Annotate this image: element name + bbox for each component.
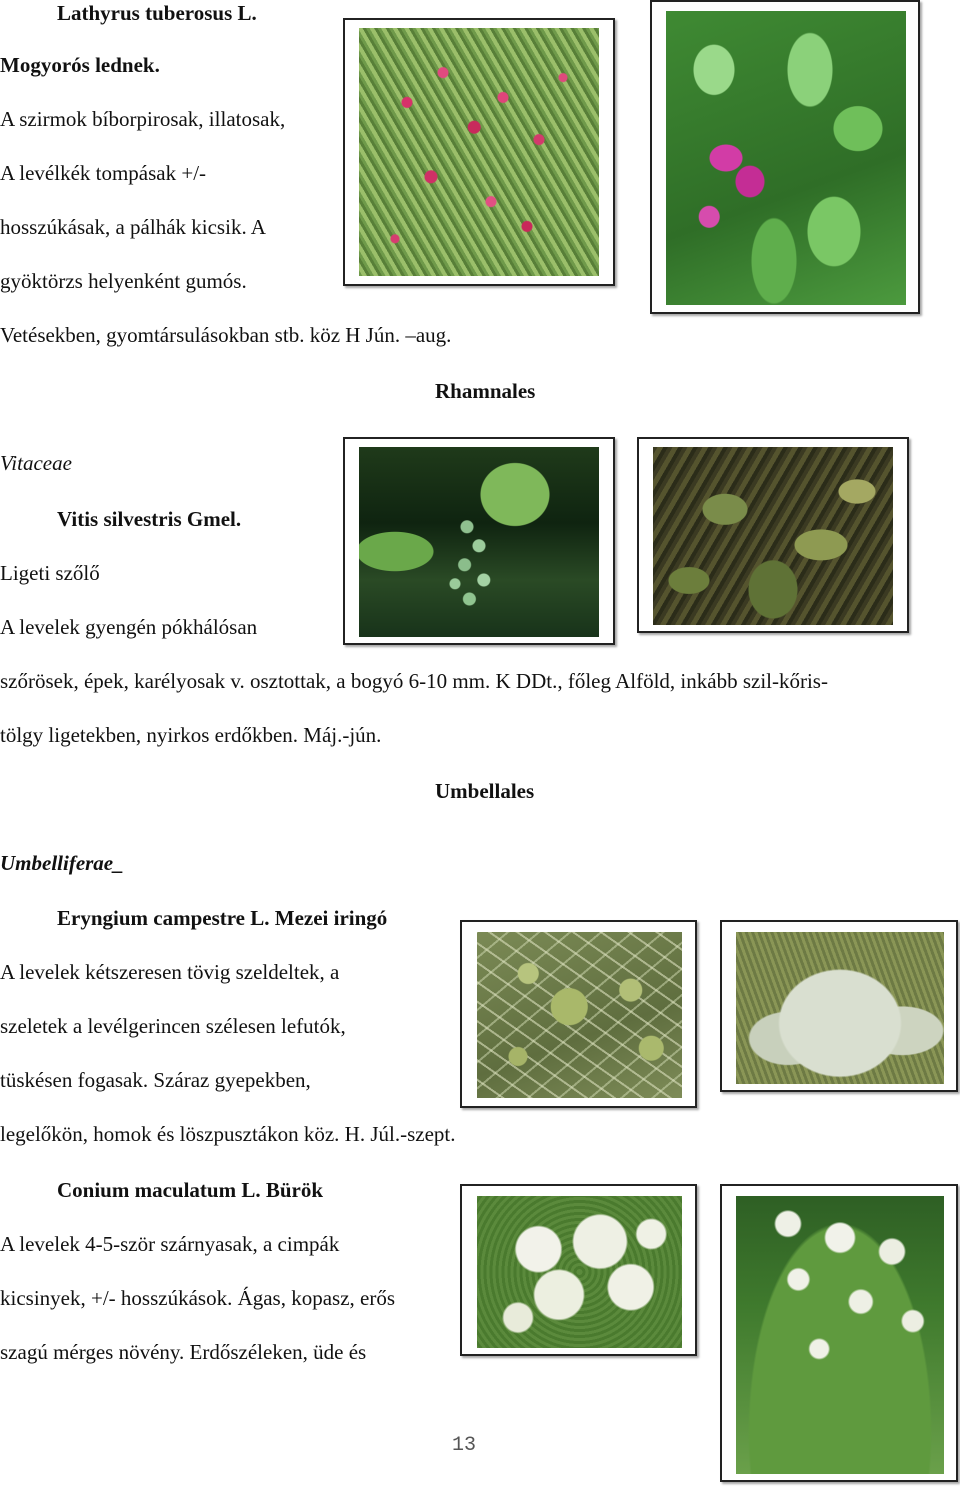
species-name-lathyrus: Lathyrus tuberosus L.: [57, 1, 257, 25]
lathyrus-photo-2: [650, 0, 920, 314]
species-name-vitis: Vitis silvestris Gmel.: [57, 507, 242, 531]
conium-plant-image: [736, 1196, 944, 1474]
description-line: szeletek a levélgerincen szélesen lefutók,: [0, 1014, 346, 1038]
eryngium-plant-image: [736, 932, 944, 1084]
description-line: szőrösek, épek, karélyosak v. osztottak, a bogyó 6-10 mm. K DDt., főleg Alföld, inkább szil-kőris-: [0, 669, 828, 693]
eryngium-photo-1: [460, 920, 697, 1108]
description-line: A levelek 4-5-ször szárnyasak, a cimpák: [0, 1232, 340, 1256]
lathyrus-photo-1: [343, 18, 615, 286]
common-name-lathyrus: Mogyorós lednek.: [0, 53, 160, 77]
vitis-photo-1: [343, 437, 615, 645]
conium-umbels-image: [477, 1196, 682, 1348]
description-line: gyöktörzs helyenként gumós.: [0, 269, 247, 293]
common-name-vitis: Ligeti szőlő: [0, 561, 100, 585]
lathyrus-flowers-image: [359, 28, 599, 276]
description-line: A levelek kétszeresen tövig szeldeltek, a: [0, 960, 340, 984]
family-heading-vitaceae: Vitaceae: [0, 451, 72, 475]
eryngium-photo-2: [720, 920, 958, 1092]
description-line: tüskésen fogasak. Száraz gyepekben,: [0, 1068, 311, 1092]
order-heading-umbellales: Umbellales: [435, 779, 535, 803]
description-line: hosszúkásak, a pálhák kicsik. A: [0, 215, 266, 239]
lathyrus-closeup-image: [666, 11, 906, 305]
family-heading-umbelliferae: Umbelliferae_: [0, 851, 124, 875]
vitis-grapes-image: [359, 447, 599, 637]
species-name-eryngium: Eryngium campestre L. Mezei iringó: [57, 906, 388, 930]
description-line: szagú mérges növény. Erdőszéleken, üde és: [0, 1340, 367, 1364]
order-heading-rhamnales: Rhamnales: [435, 379, 536, 403]
description-line: A levelek gyengén pókhálósan: [0, 615, 258, 639]
vitis-vine-image: [653, 447, 893, 625]
page-number: 13: [452, 1434, 477, 1457]
description-line: tölgy ligetekben, nyirkos erdőkben. Máj.-jún.: [0, 723, 382, 747]
conium-photo-2: [720, 1184, 958, 1482]
description-line: A levélkék tompásak +/-: [0, 161, 207, 185]
species-name-conium: Conium maculatum L. Bürök: [57, 1178, 324, 1202]
eryngium-closeup-image: [477, 932, 682, 1098]
description-line: legelőkön, homok és löszpusztákon köz. H. Júl.-szept.: [0, 1122, 456, 1146]
vitis-photo-2: [637, 437, 909, 633]
description-line: Vetésekben, gyomtársulásokban stb. köz H Jún. –aug.: [0, 323, 452, 347]
description-line: kicsinyek, +/- hosszúkások. Ágas, kopasz, erős: [0, 1286, 396, 1310]
conium-photo-1: [460, 1184, 697, 1356]
description-line: A szirmok bíborpirosak, illatosak,: [0, 107, 286, 131]
